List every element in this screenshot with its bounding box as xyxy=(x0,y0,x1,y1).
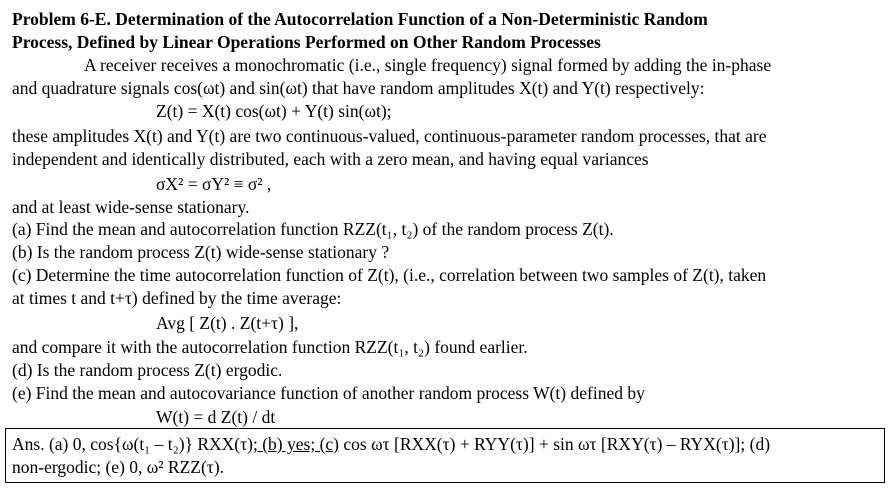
question-c-line-1: (c) Determine the time autocorrelation function of Z(t), (i.e., correlation between two samples of Z(t), taken xyxy=(12,265,767,285)
answer-part-b: ; (b) yes; (c) xyxy=(252,434,339,454)
problem-title-line-1: Problem 6-E. Determination of the Autocorrelation Function of a Non-Deterministic Random xyxy=(12,9,708,29)
equation-time-average: Avg [ Z(t) . Z(t+τ) ], xyxy=(156,313,299,333)
paragraph-1-line-2: and quadrature signals cos(ωt) and sin(ωt) that have random amplitudes X(t) and Y(t) respectively: xyxy=(12,78,705,98)
paragraph-3: and at least wide-sense stationary. xyxy=(12,197,250,217)
question-e: (e) Find the mean and autocovariance function of another random process W(t) defined by xyxy=(12,383,645,403)
question-a: (a) Find the mean and autocorrelation function RZZ(t₁, t₂) of the random process Z(t). xyxy=(12,219,614,239)
equation-variances: σX² = σY² ≡ σ² , xyxy=(156,174,272,194)
equation-w: W(t) = d Z(t) / dt xyxy=(156,407,276,427)
question-b: (b) Is the random process Z(t) wide-sense stationary ? xyxy=(12,242,390,262)
answer-part-a: Ans. (a) 0, cos{ω(t₁ – t₂)} RXX(τ) xyxy=(12,434,253,454)
answer-line-1 xyxy=(12,433,770,455)
answer-line-2: non-ergodic; (e) 0, ω² RZZ(τ). xyxy=(12,457,225,477)
answer-box xyxy=(5,428,885,483)
answer-part-c-d: cos ωτ [RXX(τ) + RYY(τ)] + sin ωτ [RXY(τ) – RYX(τ)]; (d) xyxy=(339,434,771,454)
paragraph-2-line-2: independent and identically distributed, each with a zero mean, and having equal variances xyxy=(12,149,649,169)
equation-z: Z(t) = X(t) cos(ωt) + Y(t) sin(ωt); xyxy=(156,101,392,121)
problem-title-line-2: Process, Defined by Linear Operations Performed on Other Random Processes xyxy=(12,32,601,52)
question-c-line-3: and compare it with the autocorrelation function RZZ(t₁, t₂) found earlier. xyxy=(12,337,528,357)
paragraph-2-line-1: these amplitudes X(t) and Y(t) are two continuous-valued, continuous-parameter random processes, that are xyxy=(12,126,767,146)
question-d: (d) Is the random process Z(t) ergodic. xyxy=(12,360,283,380)
question-c-line-2: at times t and t+τ) defined by the time average: xyxy=(12,288,342,308)
paragraph-1-line-1: A receiver receives a monochromatic (i.e., single frequency) signal formed by adding the in-phase xyxy=(84,55,772,75)
